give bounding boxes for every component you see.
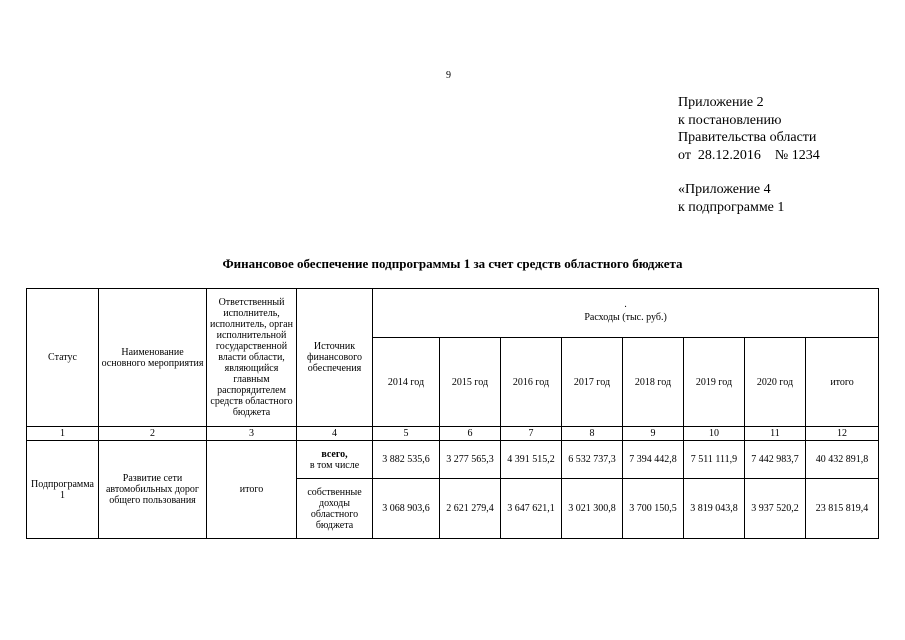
col-number: 12 [806, 427, 879, 441]
row-status [27, 441, 99, 539]
finance-table [26, 288, 879, 539]
header-expenses: Расходы (тыс. руб.) [584, 311, 667, 323]
value-cell: 3 068 903,6 [373, 479, 440, 539]
appendix-line: к постановлению [678, 112, 782, 128]
header-year: 2017 год [562, 338, 623, 427]
col-number: 2 [99, 427, 207, 441]
value-cell: 3 647 621,1 [501, 479, 562, 539]
header-expenses-cell [373, 289, 879, 338]
document-title: Финансовое обеспечение подпрограммы 1 за счет средств областного бюджета [222, 256, 683, 271]
header-name: Наименование основного мероприятия [99, 289, 207, 427]
value-cell: 7 442 983,7 [745, 441, 806, 479]
col-number: 3 [207, 427, 297, 441]
source-total-label: всего, [321, 448, 348, 460]
value-cell: 4 391 515,2 [501, 441, 562, 479]
value-cell: 3 277 565,3 [440, 441, 501, 479]
row-name: Развитие сети автомобильных дорог общего пользования [99, 441, 207, 539]
col-number: 1 [27, 427, 99, 441]
col-number: 6 [440, 427, 501, 441]
header-year: 2015 год [440, 338, 501, 427]
value-cell: 3 819 043,8 [684, 479, 745, 539]
value-cell: 3 700 150,5 [623, 479, 684, 539]
header-year: 2019 год [684, 338, 745, 427]
spacer [678, 164, 820, 181]
col-number: 8 [562, 427, 623, 441]
value-cell: 2 621 279,4 [440, 479, 501, 539]
col-number: 7 [501, 427, 562, 441]
header-year: 2014 год [373, 338, 440, 427]
appendix-line: Приложение 2 [678, 95, 764, 110]
appendix-line: Правительства области [678, 130, 817, 145]
value-cell: 7 511 111,9 [684, 441, 745, 479]
row-executor: итого [207, 441, 297, 539]
header-status: Статус [27, 289, 99, 427]
col-number: 4 [297, 427, 373, 441]
row-status-text: Подпрограмма 1 [31, 478, 94, 501]
total-cell: 40 432 891,8 [806, 441, 879, 479]
row-source-total [297, 441, 373, 479]
header-year: 2020 год [745, 338, 806, 427]
value-cell: 7 394 442,8 [623, 441, 684, 479]
col-number: 9 [623, 427, 684, 441]
appendix-date-line: от 28.12.2016 № 1234 [678, 147, 820, 163]
header-year: 2018 год [623, 338, 684, 427]
value-cell: 3 021 300,8 [562, 479, 623, 539]
total-cell: 23 815 819,4 [806, 479, 879, 539]
col-number: 5 [373, 427, 440, 441]
header-source: Источник финансового обеспечения [297, 289, 373, 427]
table-row [27, 441, 879, 479]
col-number: 10 [684, 427, 745, 441]
value-cell: 3 937 520,2 [745, 479, 806, 539]
header-executor: Ответственный исполнитель, исполнитель, орган исполнительной государственной власти области, являющийся главным распорядителем средств областного бюджета [207, 289, 297, 427]
header-dot: · [623, 301, 628, 313]
header-total: итого [806, 338, 879, 427]
value-cell: 3 882 535,6 [373, 441, 440, 479]
appendix-block [678, 94, 820, 216]
appendix-line: к подпрограмме 1 [678, 199, 785, 215]
col-number: 11 [745, 427, 806, 441]
page-number: 9 [446, 70, 451, 81]
source-total-sub: в том числе [309, 459, 360, 471]
row-source-own: собственные доходы областного бюджета [297, 479, 373, 539]
header-year: 2016 год [501, 338, 562, 427]
value-cell: 6 532 737,3 [562, 441, 623, 479]
column-number-row [27, 427, 879, 441]
appendix-line: «Приложение 4 [678, 182, 771, 197]
